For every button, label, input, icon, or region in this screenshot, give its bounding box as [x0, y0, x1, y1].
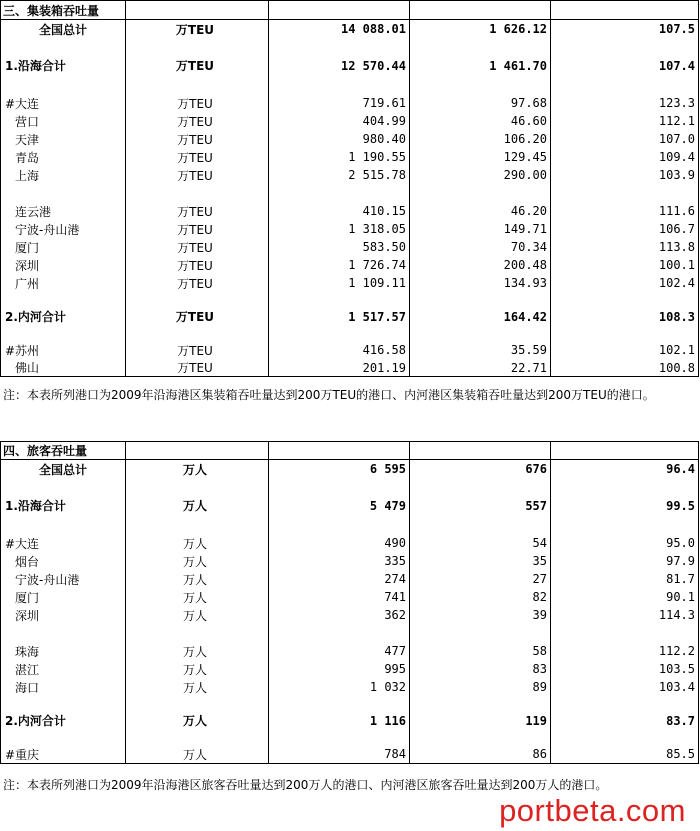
row-value: 39: [410, 606, 551, 624]
row-value: 290.00: [410, 166, 551, 184]
row-name: 珠海: [1, 642, 126, 660]
table-row: [1, 588, 699, 606]
table-row: [1, 534, 699, 552]
row-value: 106.7: [551, 220, 699, 238]
row-unit: 万TEU: [126, 341, 269, 359]
table-row: [1, 220, 699, 238]
table-row: [1, 94, 699, 112]
row-value: 114.3: [551, 606, 699, 624]
row-value: 362: [269, 606, 410, 624]
row-unit: 万TEU: [126, 166, 269, 184]
table-row: [1, 660, 699, 678]
row-value: 784: [269, 745, 410, 764]
row-value: 200.48: [410, 256, 551, 274]
table-row: [1, 148, 699, 166]
row-value: 335: [269, 552, 410, 570]
row-value: 741: [269, 588, 410, 606]
table-row: [1, 238, 699, 256]
row-unit: 万人: [126, 460, 269, 479]
row-value: 129.45: [410, 148, 551, 166]
section-title: 三、集装箱吞吐量: [1, 1, 126, 20]
table-row: [1, 256, 699, 274]
table-row: [1, 678, 699, 696]
table-row: [1, 710, 699, 731]
row-unit: 万TEU: [126, 130, 269, 148]
row-name: 海口: [1, 678, 126, 696]
row-unit: 万TEU: [126, 274, 269, 292]
row-value: 90.1: [551, 588, 699, 606]
row-unit: 万TEU: [126, 55, 269, 76]
row-name: 天津: [1, 130, 126, 148]
row-value: 676: [410, 460, 551, 479]
row-value: 96.4: [551, 460, 699, 479]
row-value: 1 517.57: [269, 306, 410, 327]
row-value: 6 595: [269, 460, 410, 479]
row-value: 113.8: [551, 238, 699, 256]
table-row: [1, 306, 699, 327]
row-value: 134.93: [410, 274, 551, 292]
row-value: 1 318.05: [269, 220, 410, 238]
row-unit: 万人: [126, 660, 269, 678]
row-name: 营口: [1, 112, 126, 130]
row-unit: 万人: [126, 606, 269, 624]
row-name: #大连: [1, 94, 126, 112]
section-title-row: [1, 442, 699, 460]
row-value: 107.0: [551, 130, 699, 148]
row-name: 全国总计: [1, 20, 126, 39]
row-value: 106.20: [410, 130, 551, 148]
row-value: 95.0: [551, 534, 699, 552]
row-value: 1 626.12: [410, 20, 551, 39]
row-value: 46.20: [410, 202, 551, 220]
row-unit: 万TEU: [126, 359, 269, 377]
row-name: #苏州: [1, 341, 126, 359]
row-value: 5 479: [269, 495, 410, 516]
row-value: 1 461.70: [410, 55, 551, 76]
table-row: [1, 130, 699, 148]
row-value: 103.4: [551, 678, 699, 696]
section-title: 四、旅客吞吐量: [1, 442, 126, 460]
row-unit: 万TEU: [126, 20, 269, 39]
row-value: 100.8: [551, 359, 699, 377]
row-name: 厦门: [1, 238, 126, 256]
row-value: 112.2: [551, 642, 699, 660]
table-row: [1, 55, 699, 76]
row-name: 宁波-舟山港: [1, 220, 126, 238]
row-value: 86: [410, 745, 551, 764]
table-row: [1, 20, 699, 39]
row-value: 274: [269, 570, 410, 588]
row-name: 宁波-舟山港: [1, 570, 126, 588]
table-row: [1, 112, 699, 130]
row-unit: 万人: [126, 710, 269, 731]
row-unit: 万TEU: [126, 220, 269, 238]
row-value: 108.3: [551, 306, 699, 327]
table-row: [1, 460, 699, 479]
row-unit: 万TEU: [126, 256, 269, 274]
row-unit: 万人: [126, 534, 269, 552]
row-value: 81.7: [551, 570, 699, 588]
row-value: 89: [410, 678, 551, 696]
row-value: 201.19: [269, 359, 410, 377]
row-name: 连云港: [1, 202, 126, 220]
table-row: [1, 570, 699, 588]
row-unit: 万TEU: [126, 306, 269, 327]
row-name: 佛山: [1, 359, 126, 377]
row-value: 107.5: [551, 20, 699, 39]
row-value: 27: [410, 570, 551, 588]
row-name: 湛江: [1, 660, 126, 678]
row-value: 54: [410, 534, 551, 552]
row-value: 82: [410, 588, 551, 606]
table-row: [1, 341, 699, 359]
row-name: 深圳: [1, 606, 126, 624]
row-value: 102.1: [551, 341, 699, 359]
row-value: 100.1: [551, 256, 699, 274]
section-title-row: [1, 1, 699, 20]
row-value: 22.71: [410, 359, 551, 377]
table-row: [1, 552, 699, 570]
row-value: 164.42: [410, 306, 551, 327]
row-unit: 万人: [126, 745, 269, 764]
row-value: 35: [410, 552, 551, 570]
row-value: 109.4: [551, 148, 699, 166]
row-name: 2.内河合计: [1, 710, 126, 731]
row-unit: 万人: [126, 642, 269, 660]
table-row: [1, 495, 699, 516]
table-note: 注：本表所列港口为2009年沿海港区旅客吞吐量达到200万人的港口、内河港区旅客吞吐量达到200万人的港口。: [3, 778, 608, 792]
row-value: 83.7: [551, 710, 699, 731]
row-value: 1 726.74: [269, 256, 410, 274]
row-value: 2 515.78: [269, 166, 410, 184]
table-note: 注：本表所列港口为2009年沿海港区集装箱吞吐量达到200万TEU的港口、内河港区集装箱吞吐量达到200万TEU的港口。: [3, 388, 655, 402]
row-name: 青岛: [1, 148, 126, 166]
row-value: 85.5: [551, 745, 699, 764]
row-value: 416.58: [269, 341, 410, 359]
row-value: 149.71: [410, 220, 551, 238]
row-unit: 万人: [126, 570, 269, 588]
row-value: 99.5: [551, 495, 699, 516]
row-value: 1 116: [269, 710, 410, 731]
row-name: 全国总计: [1, 460, 126, 479]
row-value: 557: [410, 495, 551, 516]
watermark-logo: portbeta.com: [499, 793, 686, 828]
row-name: 上海: [1, 166, 126, 184]
row-name: 厦门: [1, 588, 126, 606]
row-value: 1 109.11: [269, 274, 410, 292]
row-value: 102.4: [551, 274, 699, 292]
table-row: [1, 606, 699, 624]
row-name: 1.沿海合计: [1, 55, 126, 76]
row-value: 719.61: [269, 94, 410, 112]
table-row: [1, 359, 699, 377]
row-value: 83: [410, 660, 551, 678]
row-name: 广州: [1, 274, 126, 292]
row-value: 980.40: [269, 130, 410, 148]
table-row: [1, 745, 699, 764]
row-name: 深圳: [1, 256, 126, 274]
row-unit: 万TEU: [126, 202, 269, 220]
row-value: 103.5: [551, 660, 699, 678]
row-value: 490: [269, 534, 410, 552]
row-value: 107.4: [551, 55, 699, 76]
row-value: 477: [269, 642, 410, 660]
row-unit: 万人: [126, 588, 269, 606]
container-throughput-table: [0, 0, 699, 377]
row-unit: 万人: [126, 495, 269, 516]
row-value: 46.60: [410, 112, 551, 130]
row-value: 97.68: [410, 94, 551, 112]
row-name: 烟台: [1, 552, 126, 570]
table-row: [1, 166, 699, 184]
table-row: [1, 642, 699, 660]
row-value: 12 570.44: [269, 55, 410, 76]
row-value: 111.6: [551, 202, 699, 220]
row-value: 97.9: [551, 552, 699, 570]
row-name: #重庆: [1, 745, 126, 764]
row-value: 58: [410, 642, 551, 660]
row-unit: 万人: [126, 552, 269, 570]
row-unit: 万TEU: [126, 238, 269, 256]
row-name: 2.内河合计: [1, 306, 126, 327]
row-value: 995: [269, 660, 410, 678]
row-value: 112.1: [551, 112, 699, 130]
row-value: 404.99: [269, 112, 410, 130]
row-name: 1.沿海合计: [1, 495, 126, 516]
row-value: 103.9: [551, 166, 699, 184]
row-value: 14 088.01: [269, 20, 410, 39]
row-value: 583.50: [269, 238, 410, 256]
row-value: 119: [410, 710, 551, 731]
row-unit: 万TEU: [126, 148, 269, 166]
row-value: 1 032: [269, 678, 410, 696]
row-unit: 万TEU: [126, 94, 269, 112]
row-value: 410.15: [269, 202, 410, 220]
row-name: #大连: [1, 534, 126, 552]
row-value: 70.34: [410, 238, 551, 256]
passenger-throughput-table: [0, 441, 699, 764]
row-unit: 万人: [126, 678, 269, 696]
table-row: [1, 202, 699, 220]
row-unit: 万TEU: [126, 112, 269, 130]
row-value: 123.3: [551, 94, 699, 112]
row-value: 35.59: [410, 341, 551, 359]
row-value: 1 190.55: [269, 148, 410, 166]
table-row: [1, 274, 699, 292]
